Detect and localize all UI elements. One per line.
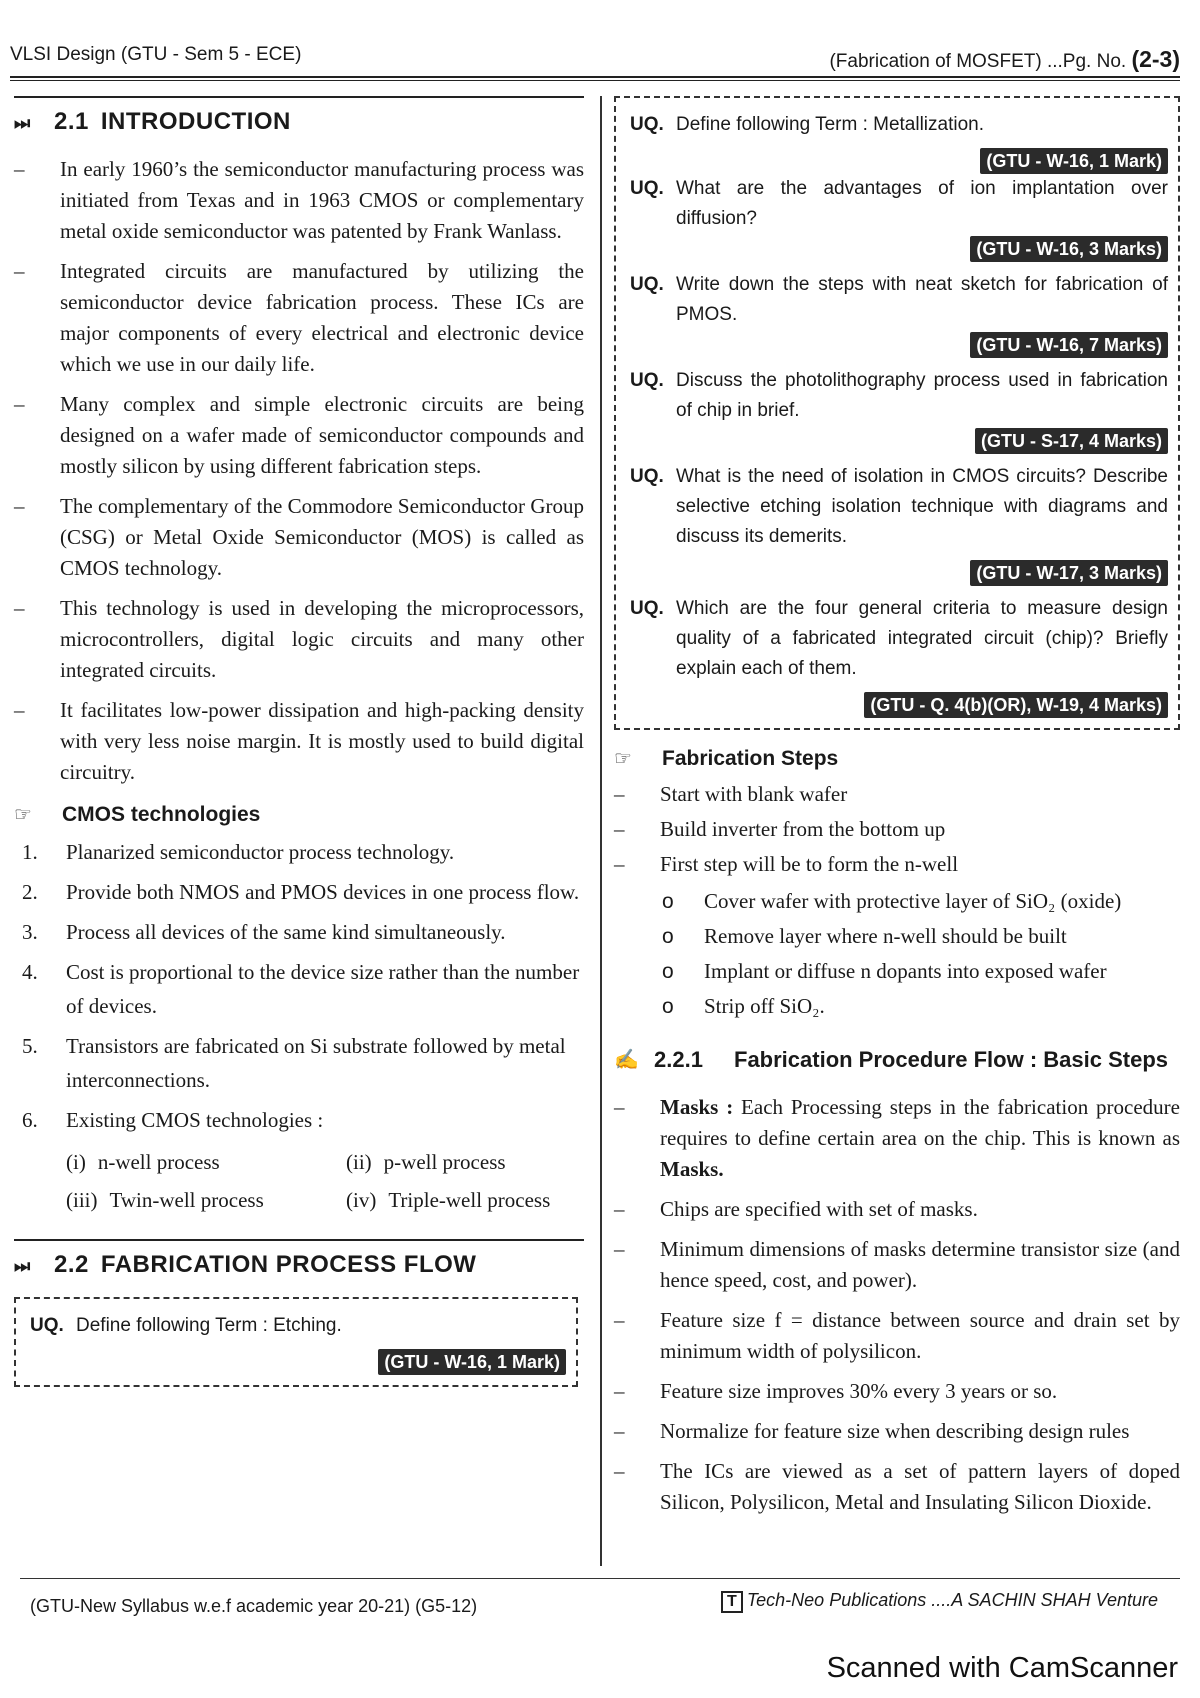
list-item: – Masks : Each Processing steps in the fabrication procedure requires to define certain area on the chip. This is known as Masks.	[614, 1095, 1180, 1181]
list-item: 4. Cost is proportional to the device size rather than the number of devices.	[22, 960, 580, 1018]
gtu-badge: (GTU - W-16, 1 Mark)	[378, 1349, 566, 1375]
list-item: 1. Planarized semiconductor process technology.	[22, 840, 455, 864]
list-item: – This technology is used in developing the microprocessors, microcontrollers, digital logic circuits and many other integrated circuits.	[14, 596, 584, 682]
left-column	[14, 96, 584, 1387]
process-grid	[14, 1143, 584, 1219]
uq-item: UQ. Write down the steps with neat sketch for fabrication of PMOS.	[630, 274, 1168, 325]
gtu-badge: (GTU - W-16, 7 Marks)	[970, 332, 1168, 358]
header-rule	[10, 76, 1180, 81]
process-item: (i) n-well process	[66, 1150, 220, 1174]
process-item: (iii) Twin-well process	[66, 1188, 264, 1212]
gtu-badge: (GTU - S-17, 4 Marks)	[975, 428, 1168, 454]
intro-list	[14, 154, 584, 788]
list-item: – Minimum dimensions of masks determine transistor size (and hence speed, cost, and power).	[614, 1237, 1180, 1292]
uq-item: UQ. Define following Term : Metallization.	[630, 114, 985, 135]
uq-box-questions	[614, 96, 1180, 730]
gtu-badge: (GTU - W-16, 3 Marks)	[970, 236, 1168, 262]
list-item: – Chips are specified with set of masks.	[614, 1197, 978, 1221]
list-item: 2. Provide both NMOS and PMOS devices in one process flow.	[22, 880, 580, 904]
uq-item: UQ. What are the advantages of ion implantation over diffusion?	[630, 178, 1168, 229]
list-item: – Build inverter from the bottom up	[614, 817, 946, 841]
section-heading-introduction	[14, 96, 584, 136]
list-item: – Feature size improves 30% every 3 years or so.	[614, 1379, 1058, 1403]
list-item: – The complementary of the Commodore Semiconductor Group (CSG) or Metal Oxide Semiconductor (MOS) is called as CMOS technology.	[14, 494, 584, 580]
nwell-substeps	[614, 884, 1180, 1024]
list-item: 6. Existing CMOS technologies :	[22, 1108, 324, 1132]
section-number: 2.2	[54, 1251, 89, 1278]
procedure-list	[614, 1092, 1180, 1518]
section-heading-fabrication-flow	[14, 1239, 584, 1279]
pen-hand-icon: ✍	[614, 1049, 639, 1071]
list-item: – Feature size f = distance between source and drain set by minimum width of polysilicon.	[614, 1308, 1180, 1363]
list-item: 3. Process all devices of the same kind simultaneously.	[22, 920, 506, 944]
process-item: (ii) p-well process	[346, 1150, 506, 1174]
uq-item: UQ. What is the need of isolation in CMOS circuits? Describe selective etching isolation technique with diagrams and discuss its demerits.	[630, 466, 1168, 547]
chapter-ref: (Fabrication of MOSFET) ...Pg. No.	[829, 51, 1132, 72]
footer-rule	[20, 1578, 1180, 1579]
fabrication-steps-heading: ☞ Fabrication Steps	[614, 747, 839, 770]
camscanner-watermark: Scanned with CamScanner	[826, 1652, 1178, 1684]
book-title: VLSI Design (GTU - Sem 5 - ECE)	[10, 44, 302, 65]
chapter-page-ref	[829, 46, 1180, 73]
process-item: (iv) Triple-well process	[346, 1188, 551, 1212]
list-item: – Normalize for feature size when describing design rules	[614, 1419, 1130, 1443]
column-divider	[600, 96, 602, 1566]
list-item: 5. Transistors are fabricated on Si substrate followed by metal interconnections.	[22, 1034, 566, 1092]
fast-forward-icon: ⏭	[14, 1256, 31, 1276]
list-item: o Strip off SiO₂.	[662, 994, 825, 1018]
section-title: FABRICATION PROCESS FLOW	[100, 1251, 477, 1278]
list-item: – First step will be to form the n-well	[614, 852, 959, 876]
list-item: o Cover wafer with protective layer of SiO₂ (oxide)	[662, 889, 1122, 913]
section-title: INTRODUCTION	[100, 108, 291, 135]
footer-syllabus: (GTU-New Syllabus w.e.f academic year 20-21) (G5-12)	[30, 1596, 478, 1616]
list-item: – Start with blank wafer	[614, 782, 848, 806]
list-item: – It facilitates low-power dissipation and high-packing density with very less noise margin. It is mostly used to build digital circuitry.	[14, 698, 584, 784]
list-item: o Remove layer where n-well should be built	[662, 924, 1067, 948]
subsection-heading: ✍ 2.2.1 Fabrication Procedure Flow : Basic Steps	[614, 1047, 1168, 1072]
section-number: 2.1	[54, 108, 89, 135]
uq-item: UQ. Which are the four general criteria to measure design quality of a fabricated integrated circuit (chip)? Briefly explain each of them.	[630, 598, 1168, 679]
list-item: – In early 1960’s the semiconductor manufacturing process was initiated from Texas and in 1963 CMOS or complementary metal oxide semiconductor was patented by Frank Wanlass.	[14, 157, 584, 243]
pointing-hand-icon: ☞	[614, 748, 632, 770]
footer-publisher: T Tech-Neo Publications ....A SACHIN SHAH Venture	[721, 1590, 1158, 1613]
list-item: o Implant or diffuse n dopants into exposed wafer	[662, 959, 1107, 983]
list-item: – Integrated circuits are manufactured by utilizing the semiconductor device fabrication process. These ICs are major components of every electrical and electronic device which we use in our daily life.	[14, 259, 584, 376]
fabrication-steps-list	[614, 779, 1180, 880]
list-item: – The ICs are viewed as a set of pattern layers of doped Silicon, Polysilicon, Metal and Insulating Silicon Dioxide.	[614, 1459, 1180, 1514]
list-item: – Many complex and simple electronic circuits are being designed on a wafer made of semiconductor compounds and mostly silicon by using different fabrication steps.	[14, 392, 584, 478]
gtu-badge: (GTU - W-17, 3 Marks)	[970, 560, 1168, 586]
uq-box-etching	[14, 1297, 578, 1387]
page-header	[10, 40, 1180, 72]
uq-item: UQ. Discuss the photolithography process used in fabrication of chip in brief.	[630, 370, 1168, 421]
gtu-badge: (GTU - Q. 4(b)(OR), W-19, 4 Marks)	[864, 692, 1168, 718]
cmos-technologies-heading: ☞ CMOS technologies	[14, 803, 261, 826]
fast-forward-icon: ⏭	[14, 113, 31, 133]
cmos-list	[14, 835, 584, 1137]
gtu-badge: (GTU - W-16, 1 Mark)	[980, 148, 1168, 174]
page-number: (2-3)	[1131, 46, 1180, 72]
uq-item: UQ. Define following Term : Etching.	[30, 1315, 342, 1336]
publisher-logo: T	[721, 1591, 743, 1613]
right-column	[614, 96, 1180, 1527]
pointing-hand-icon: ☞	[14, 804, 32, 826]
